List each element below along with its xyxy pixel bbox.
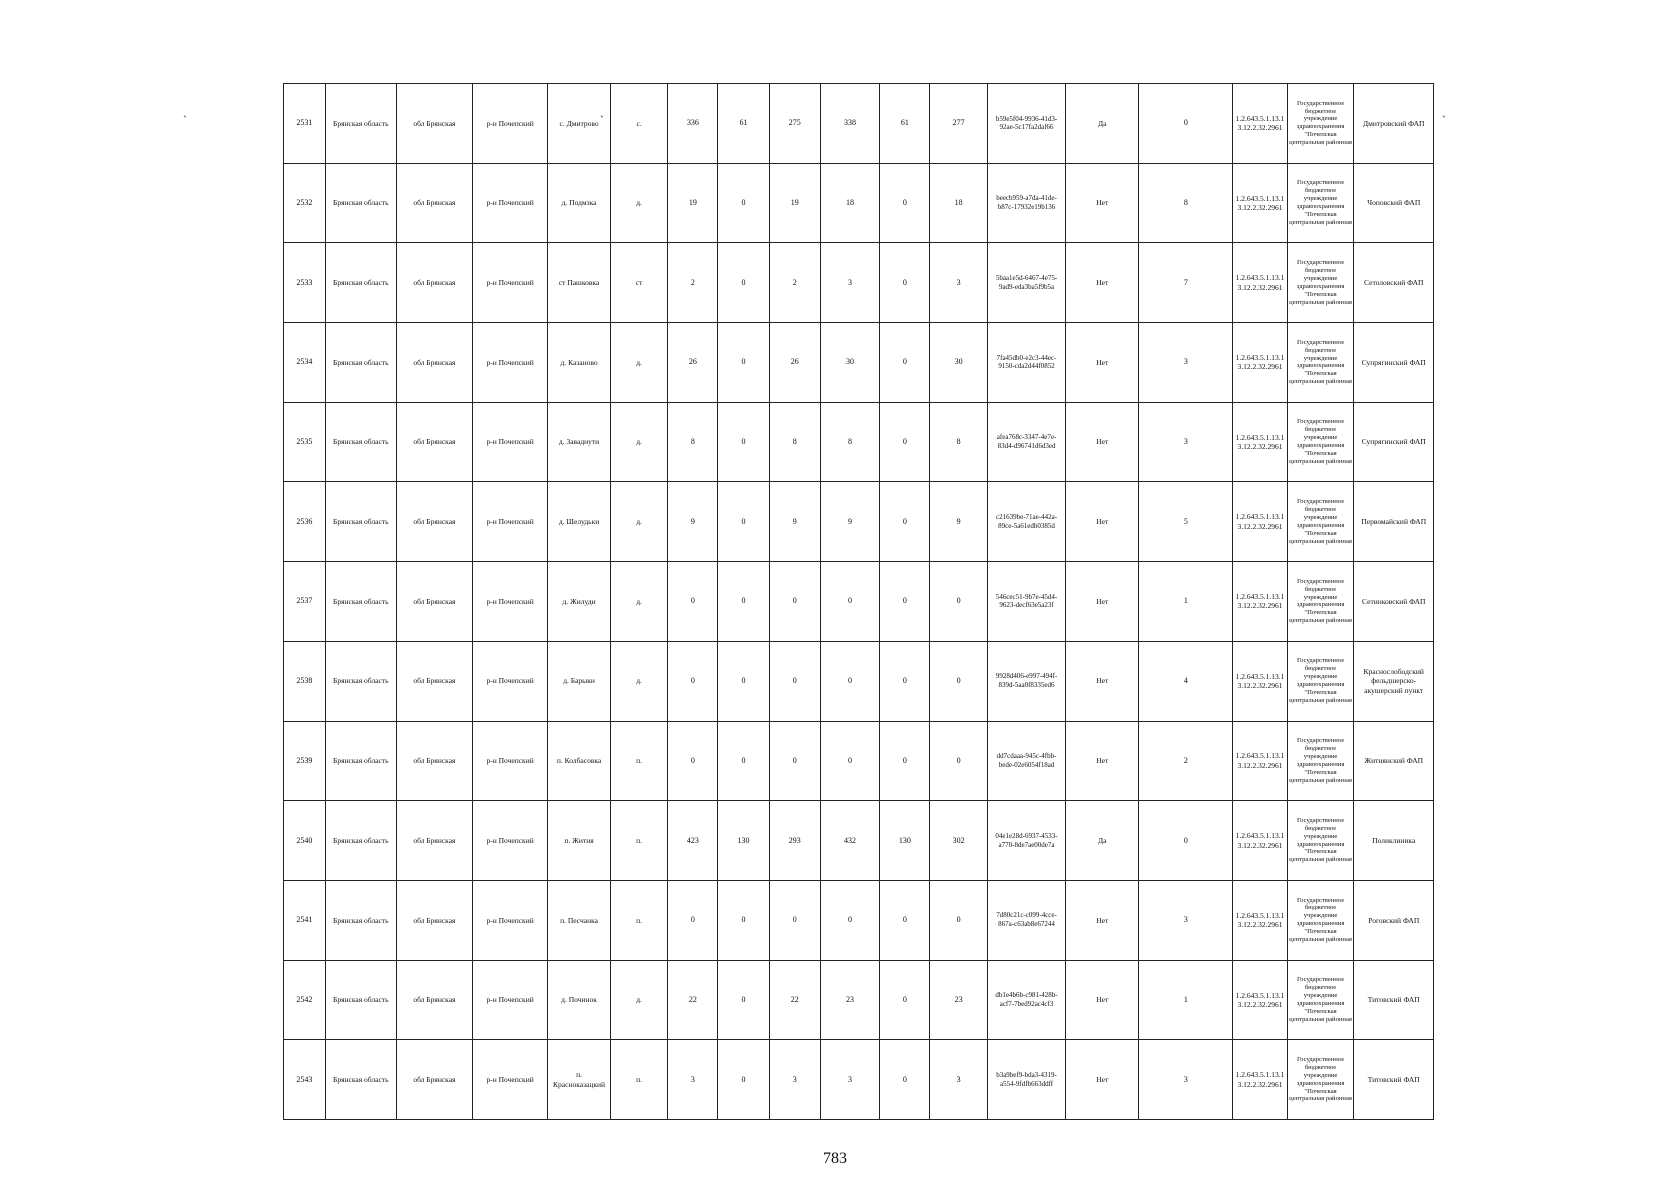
oid-cell: 1.2.643.5.1.13.13.12.2.32.2961 bbox=[1233, 562, 1287, 642]
oblast-cell: обл Брянская bbox=[396, 641, 472, 721]
population-cell-6: 0 bbox=[930, 562, 987, 642]
population-cell-5: 0 bbox=[880, 323, 930, 403]
settlement-cell: п. Житня bbox=[548, 801, 611, 881]
organization-cell: Государственное бюджетное учреждение здравоохранения "Почепская центральная районная bbox=[1287, 801, 1354, 881]
population-cell-3: 275 bbox=[769, 84, 820, 164]
district-cell: р-н Почепский bbox=[473, 641, 548, 721]
table-row bbox=[284, 880, 1434, 960]
population-cell-2: 0 bbox=[718, 562, 769, 642]
settlement-type-cell: д. bbox=[610, 163, 667, 243]
organization-cell: Государственное бюджетное учреждение здравоохранения "Почепская центральная районная bbox=[1287, 482, 1354, 562]
organization-cell: Государственное бюджетное учреждение здравоохранения "Почепская центральная районная bbox=[1287, 323, 1354, 403]
row-id: 2532 bbox=[284, 163, 326, 243]
oid-cell: 1.2.643.5.1.13.13.12.2.32.2961 bbox=[1233, 482, 1287, 562]
row-id: 2537 bbox=[284, 562, 326, 642]
table-row bbox=[284, 641, 1434, 721]
count-cell: 3 bbox=[1139, 1040, 1233, 1120]
settlement-cell: с. Дмитрово bbox=[548, 84, 611, 164]
region-cell: Брянская область bbox=[325, 801, 396, 881]
count-cell: 3 bbox=[1139, 880, 1233, 960]
population-cell-1: 0 bbox=[668, 880, 718, 960]
population-cell-6: 0 bbox=[930, 721, 987, 801]
oblast-cell: обл Брянская bbox=[396, 562, 472, 642]
flag-cell: Нет bbox=[1066, 641, 1139, 721]
count-cell: 8 bbox=[1139, 163, 1233, 243]
population-cell-1: 26 bbox=[668, 323, 718, 403]
district-cell: р-н Почепский bbox=[473, 402, 548, 482]
organization-cell: Государственное бюджетное учреждение здравоохранения "Почепская центральная районная bbox=[1287, 163, 1354, 243]
region-cell: Брянская область bbox=[325, 960, 396, 1040]
district-cell: р-н Почепский bbox=[473, 84, 548, 164]
district-cell: р-н Почепский bbox=[473, 1040, 548, 1120]
row-id: 2533 bbox=[284, 243, 326, 323]
oblast-cell: обл Брянская bbox=[396, 1040, 472, 1120]
population-cell-5: 61 bbox=[880, 84, 930, 164]
district-cell: р-н Почепский bbox=[473, 482, 548, 562]
count-cell: 3 bbox=[1139, 323, 1233, 403]
settlement-type-cell: п. bbox=[610, 880, 667, 960]
table-row bbox=[284, 562, 1434, 642]
population-cell-3: 0 bbox=[769, 562, 820, 642]
population-cell-6: 8 bbox=[930, 402, 987, 482]
flag-cell: Нет bbox=[1066, 482, 1139, 562]
facility-cell: Сетинковский ФАП bbox=[1354, 562, 1434, 642]
settlement-type-cell: д. bbox=[610, 482, 667, 562]
facility-cell: Роговский ФАП bbox=[1354, 880, 1434, 960]
settlement-type-cell: д. bbox=[610, 323, 667, 403]
facility-cell: Сетоловский ФАП bbox=[1354, 243, 1434, 323]
population-cell-1: 9 bbox=[668, 482, 718, 562]
population-cell-6: 18 bbox=[930, 163, 987, 243]
flag-cell: Нет bbox=[1066, 402, 1139, 482]
population-cell-1: 0 bbox=[668, 562, 718, 642]
guid-cell: b3a9bef9-bda3-4319-a554-9fdfb663ddff bbox=[987, 1040, 1065, 1120]
population-cell-5: 0 bbox=[880, 163, 930, 243]
population-cell-2: 0 bbox=[718, 163, 769, 243]
count-cell: 1 bbox=[1139, 562, 1233, 642]
population-cell-6: 0 bbox=[930, 880, 987, 960]
count-cell: 0 bbox=[1139, 84, 1233, 164]
population-cell-3: 19 bbox=[769, 163, 820, 243]
population-cell-4: 18 bbox=[820, 163, 880, 243]
guid-cell: 04e1e28d-6937-4533-a770-8de7ae00de7a bbox=[987, 801, 1065, 881]
organization-cell: Государственное бюджетное учреждение здравоохранения "Почепская центральная районная bbox=[1287, 243, 1354, 323]
population-cell-2: 0 bbox=[718, 960, 769, 1040]
region-cell: Брянская область bbox=[325, 482, 396, 562]
scan-mark-left: ` bbox=[183, 113, 187, 127]
oid-cell: 1.2.643.5.1.13.13.12.2.32.2961 bbox=[1233, 641, 1287, 721]
guid-cell: dd7cdaaa-945c-4fbb-bede-02e6054f18ad bbox=[987, 721, 1065, 801]
population-cell-1: 336 bbox=[668, 84, 718, 164]
population-cell-3: 26 bbox=[769, 323, 820, 403]
count-cell: 0 bbox=[1139, 801, 1233, 881]
oblast-cell: обл Брянская bbox=[396, 721, 472, 801]
oid-cell: 1.2.643.5.1.13.13.12.2.32.2961 bbox=[1233, 163, 1287, 243]
region-cell: Брянская область bbox=[325, 402, 396, 482]
district-cell: р-н Почепский bbox=[473, 960, 548, 1040]
guid-cell: 7fa45db0-e2c3-44ec-9150-cda2d44f0852 bbox=[987, 323, 1065, 403]
settlement-type-cell: п. bbox=[610, 1040, 667, 1120]
population-cell-4: 30 bbox=[820, 323, 880, 403]
oblast-cell: обл Брянская bbox=[396, 880, 472, 960]
facility-cell: Первомайский ФАП bbox=[1354, 482, 1434, 562]
row-id: 2536 bbox=[284, 482, 326, 562]
flag-cell: Да bbox=[1066, 84, 1139, 164]
population-cell-3: 2 bbox=[769, 243, 820, 323]
flag-cell: Нет bbox=[1066, 960, 1139, 1040]
settlement-type-cell: д. bbox=[610, 562, 667, 642]
table-row bbox=[284, 721, 1434, 801]
count-cell: 7 bbox=[1139, 243, 1233, 323]
table-row bbox=[284, 243, 1434, 323]
population-cell-3: 3 bbox=[769, 1040, 820, 1120]
flag-cell: Нет bbox=[1066, 243, 1139, 323]
facility-cell: Супрягинский ФАП bbox=[1354, 323, 1434, 403]
table-row bbox=[284, 960, 1434, 1040]
population-cell-2: 0 bbox=[718, 641, 769, 721]
table-row bbox=[284, 84, 1434, 164]
population-cell-2: 0 bbox=[718, 243, 769, 323]
guid-cell: 7d80c21c-c099-4cce-867a-c63ab8e67244 bbox=[987, 880, 1065, 960]
guid-cell: afea768c-3347-4e7e-83d4-d96741d6d3ed bbox=[987, 402, 1065, 482]
region-cell: Брянская область bbox=[325, 880, 396, 960]
row-id: 2542 bbox=[284, 960, 326, 1040]
population-cell-1: 19 bbox=[668, 163, 718, 243]
settlement-cell: д. Барыки bbox=[548, 641, 611, 721]
population-cell-4: 23 bbox=[820, 960, 880, 1040]
population-cell-6: 23 bbox=[930, 960, 987, 1040]
oblast-cell: обл Брянская bbox=[396, 84, 472, 164]
row-id: 2540 bbox=[284, 801, 326, 881]
row-id: 2534 bbox=[284, 323, 326, 403]
row-id: 2543 bbox=[284, 1040, 326, 1120]
population-cell-1: 423 bbox=[668, 801, 718, 881]
district-cell: р-н Почепский bbox=[473, 801, 548, 881]
oid-cell: 1.2.643.5.1.13.13.12.2.32.2961 bbox=[1233, 1040, 1287, 1120]
page-number: 783 bbox=[823, 1150, 847, 1167]
guid-cell: 9928d406-e997-494f-839d-5aa0f8335ed6 bbox=[987, 641, 1065, 721]
population-cell-4: 338 bbox=[820, 84, 880, 164]
settlement-type-cell: п. bbox=[610, 721, 667, 801]
settlement-cell: д. Подмзка bbox=[548, 163, 611, 243]
population-cell-2: 61 bbox=[718, 84, 769, 164]
guid-cell: 5baa1e5d-6467-4e75-9ad9-eda3ba5f9b5a bbox=[987, 243, 1065, 323]
guid-cell: db1e4b6b-c981-428b-acf7-7bed92ac4cf3 bbox=[987, 960, 1065, 1040]
flag-cell: Да bbox=[1066, 801, 1139, 881]
count-cell: 4 bbox=[1139, 641, 1233, 721]
facility-cell: Дмитровский ФАП bbox=[1354, 84, 1434, 164]
table-row bbox=[284, 402, 1434, 482]
population-cell-1: 22 bbox=[668, 960, 718, 1040]
table-row bbox=[284, 323, 1434, 403]
oid-cell: 1.2.643.5.1.13.13.12.2.32.2961 bbox=[1233, 721, 1287, 801]
population-cell-3: 22 bbox=[769, 960, 820, 1040]
table-row bbox=[284, 482, 1434, 562]
population-cell-4: 3 bbox=[820, 243, 880, 323]
region-cell: Брянская область bbox=[325, 243, 396, 323]
region-cell: Брянская область bbox=[325, 163, 396, 243]
registry-table-body bbox=[284, 84, 1434, 1120]
population-cell-6: 0 bbox=[930, 641, 987, 721]
population-cell-6: 302 bbox=[930, 801, 987, 881]
settlement-cell: ст Пашковка bbox=[548, 243, 611, 323]
population-cell-5: 0 bbox=[880, 243, 930, 323]
organization-cell: Государственное бюджетное учреждение здравоохранения "Почепская центральная районная bbox=[1287, 1040, 1354, 1120]
population-cell-1: 8 bbox=[668, 402, 718, 482]
settlement-cell: д. Жилуди bbox=[548, 562, 611, 642]
settlement-type-cell: с. bbox=[610, 84, 667, 164]
region-cell: Брянская область bbox=[325, 721, 396, 801]
population-cell-1: 2 bbox=[668, 243, 718, 323]
population-cell-3: 0 bbox=[769, 721, 820, 801]
settlement-cell: д. Шелудьки bbox=[548, 482, 611, 562]
settlement-cell: д. Починок bbox=[548, 960, 611, 1040]
flag-cell: Нет bbox=[1066, 880, 1139, 960]
population-cell-4: 0 bbox=[820, 562, 880, 642]
oblast-cell: обл Брянская bbox=[396, 243, 472, 323]
table-row bbox=[284, 1040, 1434, 1120]
oblast-cell: обл Брянская bbox=[396, 482, 472, 562]
population-cell-2: 130 bbox=[718, 801, 769, 881]
table-row bbox=[284, 801, 1434, 881]
settlement-type-cell: д. bbox=[610, 960, 667, 1040]
row-id: 2541 bbox=[284, 880, 326, 960]
region-cell: Брянская область bbox=[325, 323, 396, 403]
population-cell-3: 0 bbox=[769, 880, 820, 960]
guid-cell: 546cec51-9b7e-45d4-9623-decf63e5a23f bbox=[987, 562, 1065, 642]
region-cell: Брянская область bbox=[325, 84, 396, 164]
population-cell-5: 130 bbox=[880, 801, 930, 881]
population-cell-6: 30 bbox=[930, 323, 987, 403]
population-cell-1: 0 bbox=[668, 641, 718, 721]
flag-cell: Нет bbox=[1066, 163, 1139, 243]
district-cell: р-н Почепский bbox=[473, 721, 548, 801]
oid-cell: 1.2.643.5.1.13.13.12.2.32.2961 bbox=[1233, 960, 1287, 1040]
oid-cell: 1.2.643.5.1.13.13.12.2.32.2961 bbox=[1233, 402, 1287, 482]
row-id: 2538 bbox=[284, 641, 326, 721]
population-cell-6: 3 bbox=[930, 1040, 987, 1120]
row-id: 2535 bbox=[284, 402, 326, 482]
organization-cell: Государственное бюджетное учреждение здравоохранения "Почепская центральная районная bbox=[1287, 402, 1354, 482]
population-cell-4: 0 bbox=[820, 721, 880, 801]
population-cell-2: 0 bbox=[718, 323, 769, 403]
population-cell-4: 8 bbox=[820, 402, 880, 482]
population-cell-4: 0 bbox=[820, 641, 880, 721]
settlement-cell: п. Песчанка bbox=[548, 880, 611, 960]
region-cell: Брянская область bbox=[325, 641, 396, 721]
facility-cell: Чоповский ФАП bbox=[1354, 163, 1434, 243]
population-cell-3: 0 bbox=[769, 641, 820, 721]
flag-cell: Нет bbox=[1066, 562, 1139, 642]
oid-cell: 1.2.643.5.1.13.13.12.2.32.2961 bbox=[1233, 243, 1287, 323]
population-cell-2: 0 bbox=[718, 482, 769, 562]
count-cell: 3 bbox=[1139, 402, 1233, 482]
district-cell: р-н Почепский bbox=[473, 163, 548, 243]
region-cell: Брянская область bbox=[325, 562, 396, 642]
settlement-cell: п. Красноказацкий bbox=[548, 1040, 611, 1120]
organization-cell: Государственное бюджетное учреждение здравоохранения "Почепская центральная районная bbox=[1287, 960, 1354, 1040]
settlement-type-cell: д. bbox=[610, 641, 667, 721]
population-cell-3: 9 bbox=[769, 482, 820, 562]
flag-cell: Нет bbox=[1066, 323, 1139, 403]
guid-cell: c21639be-71ae-442a-89ce-5a61edb0385d bbox=[987, 482, 1065, 562]
population-cell-2: 0 bbox=[718, 402, 769, 482]
oblast-cell: обл Брянская bbox=[396, 163, 472, 243]
population-cell-5: 0 bbox=[880, 641, 930, 721]
district-cell: р-н Почепский bbox=[473, 323, 548, 403]
flag-cell: Нет bbox=[1066, 1040, 1139, 1120]
population-cell-3: 8 bbox=[769, 402, 820, 482]
facility-cell: Титовский ФАП bbox=[1354, 1040, 1434, 1120]
settlement-type-cell: п. bbox=[610, 801, 667, 881]
population-cell-4: 432 bbox=[820, 801, 880, 881]
scan-mark-mid: ` bbox=[600, 113, 604, 127]
registry-table bbox=[283, 83, 1434, 1120]
population-cell-5: 0 bbox=[880, 482, 930, 562]
population-cell-2: 0 bbox=[718, 721, 769, 801]
organization-cell: Государственное бюджетное учреждение здравоохранения "Почепская центральная районная bbox=[1287, 880, 1354, 960]
region-cell: Брянская область bbox=[325, 1040, 396, 1120]
settlement-cell: д. Казаново bbox=[548, 323, 611, 403]
oid-cell: 1.2.643.5.1.13.13.12.2.32.2961 bbox=[1233, 84, 1287, 164]
population-cell-6: 3 bbox=[930, 243, 987, 323]
oblast-cell: обл Брянская bbox=[396, 960, 472, 1040]
population-cell-4: 9 bbox=[820, 482, 880, 562]
facility-cell: Супрягинский ФАП bbox=[1354, 402, 1434, 482]
district-cell: р-н Почепский bbox=[473, 243, 548, 323]
district-cell: р-н Почепский bbox=[473, 562, 548, 642]
organization-cell: Государственное бюджетное учреждение здравоохранения "Почепская центральная районная bbox=[1287, 562, 1354, 642]
oblast-cell: обл Брянская bbox=[396, 323, 472, 403]
guid-cell: b59e5f04-9936-41d3-92ae-5c17fa2daf66 bbox=[987, 84, 1065, 164]
facility-cell: Житнянский ФАП bbox=[1354, 721, 1434, 801]
settlement-cell: п. Колбасовка bbox=[548, 721, 611, 801]
organization-cell: Государственное бюджетное учреждение здравоохранения "Почепская центральная районная bbox=[1287, 84, 1354, 164]
settlement-type-cell: ст bbox=[610, 243, 667, 323]
scan-mark-right: ` bbox=[1442, 113, 1446, 127]
population-cell-5: 0 bbox=[880, 721, 930, 801]
population-cell-4: 3 bbox=[820, 1040, 880, 1120]
population-cell-1: 3 bbox=[668, 1040, 718, 1120]
population-cell-4: 0 bbox=[820, 880, 880, 960]
settlement-cell: д. Заваднути bbox=[548, 402, 611, 482]
population-cell-5: 0 bbox=[880, 880, 930, 960]
organization-cell: Государственное бюджетное учреждение здравоохранения "Почепская центральная районная bbox=[1287, 721, 1354, 801]
guid-cell: beecb959-a7da-41de-b87c-17932e19b136 bbox=[987, 163, 1065, 243]
count-cell: 2 bbox=[1139, 721, 1233, 801]
population-cell-1: 0 bbox=[668, 721, 718, 801]
population-cell-3: 293 bbox=[769, 801, 820, 881]
facility-cell: Титовский ФАП bbox=[1354, 960, 1434, 1040]
flag-cell: Нет bbox=[1066, 721, 1139, 801]
population-cell-2: 0 bbox=[718, 1040, 769, 1120]
count-cell: 5 bbox=[1139, 482, 1233, 562]
oid-cell: 1.2.643.5.1.13.13.12.2.32.2961 bbox=[1233, 880, 1287, 960]
population-cell-5: 0 bbox=[880, 562, 930, 642]
settlement-type-cell: д. bbox=[610, 402, 667, 482]
oblast-cell: обл Брянская bbox=[396, 402, 472, 482]
population-cell-5: 0 bbox=[880, 960, 930, 1040]
oblast-cell: обл Брянская bbox=[396, 801, 472, 881]
organization-cell: Государственное бюджетное учреждение здравоохранения "Почепская центральная районная bbox=[1287, 641, 1354, 721]
facility-cell: Поликлиника bbox=[1354, 801, 1434, 881]
population-cell-5: 0 bbox=[880, 1040, 930, 1120]
oid-cell: 1.2.643.5.1.13.13.12.2.32.2961 bbox=[1233, 323, 1287, 403]
population-cell-6: 277 bbox=[930, 84, 987, 164]
population-cell-2: 0 bbox=[718, 880, 769, 960]
oid-cell: 1.2.643.5.1.13.13.12.2.32.2961 bbox=[1233, 801, 1287, 881]
population-cell-6: 9 bbox=[930, 482, 987, 562]
table-row bbox=[284, 163, 1434, 243]
district-cell: р-н Почепский bbox=[473, 880, 548, 960]
row-id: 2531 bbox=[284, 84, 326, 164]
row-id: 2539 bbox=[284, 721, 326, 801]
facility-cell: Краснослободский фельдшерско-акушерский пункт bbox=[1354, 641, 1434, 721]
count-cell: 1 bbox=[1139, 960, 1233, 1040]
population-cell-5: 0 bbox=[880, 402, 930, 482]
